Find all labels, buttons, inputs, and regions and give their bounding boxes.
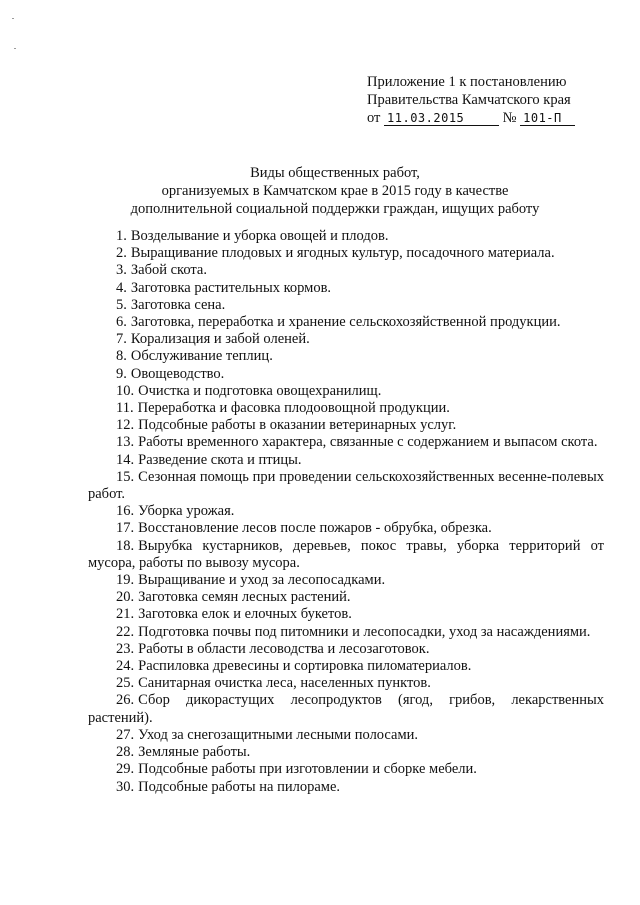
list-item-text: Земляные работы.: [138, 744, 251, 761]
list-item: [88, 331, 604, 348]
list-item-text: Уход за снегозащитными лесными полосами.: [138, 726, 419, 743]
list-item: [88, 624, 604, 641]
number-label: №: [502, 110, 517, 126]
title-line-2: организуемых в Камчатском крае в 2015 году в качестве: [161, 183, 509, 199]
list-item-text: Очистка и подготовка овощехранилищ.: [138, 382, 382, 399]
list-item: [88, 589, 604, 606]
list-item-text: Подсобные работы на пилораме.: [138, 778, 341, 795]
list-item: [88, 538, 604, 572]
list-item-text: Заготовка семян лесных растений.: [138, 589, 351, 606]
list-item-number: 14.: [116, 451, 135, 468]
list-item-number: 1.: [116, 228, 127, 244]
list-item-text: Сбор дикорастущих лесопродуктов (ягод, грибов, лекарственных растений).: [88, 692, 604, 726]
list-item-text: Корализация и забой оленей.: [130, 331, 310, 348]
approval-block: [367, 73, 575, 127]
list-item-text: Выращивание и уход за лесопосадками.: [138, 572, 386, 589]
list-item: [88, 262, 604, 279]
list-item: [88, 297, 604, 314]
list-item-text: Заготовка сена.: [130, 296, 226, 313]
list-item-number: 24.: [116, 658, 135, 675]
list-item: [88, 280, 604, 297]
list-item-text: Обслуживание теплиц.: [130, 348, 273, 365]
list-item-text: Работы в области лесоводства и лесозаготовок.: [138, 640, 430, 657]
list-item-text: Подсобные работы в оказании ветеринарных услуг.: [138, 417, 457, 434]
list-item-number: 25.: [116, 675, 135, 692]
approval-line-3: [367, 109, 575, 127]
approval-line-2: Правительства Камчатского края: [367, 92, 571, 108]
list-item: [88, 658, 604, 675]
approval-date: 11.03.2015: [384, 111, 499, 126]
list-item: [88, 348, 604, 365]
list-item-number: 16.: [116, 503, 135, 520]
scan-mark: [12, 18, 14, 19]
list-item-number: 27.: [116, 726, 135, 743]
list-item-number: 20.: [116, 589, 135, 606]
list-item-text: Разведение скота и птицы.: [138, 451, 302, 468]
list-item-number: 10.: [116, 382, 135, 399]
list-item: [88, 572, 604, 589]
list-item-number: 26.: [116, 692, 135, 709]
list-item-number: 21.: [116, 606, 135, 623]
list-item-text: Заготовка растительных кормов.: [130, 279, 332, 296]
list-item-number: 19.: [116, 572, 135, 589]
list-item-text: Распиловка древесины и сортировка пиломатериалов.: [138, 658, 472, 675]
from-label: от: [367, 110, 381, 126]
list-item-text: Подготовка почвы под питомники и лесопосадки, уход за насаждениями.: [138, 623, 591, 640]
title-line-3: дополнительной социальной поддержки граждан, ищущих работу: [130, 201, 540, 217]
list-item-text: Восстановление лесов после пожаров - обрубка, обрезка.: [138, 520, 492, 537]
list-item-number: 2.: [116, 245, 127, 262]
list-item-number: 12.: [116, 417, 135, 434]
list-item: [88, 520, 604, 537]
list-item: [88, 675, 604, 692]
list-item-text: Заготовка, переработка и хранение сельскохозяйственной продукции.: [130, 314, 561, 331]
list-item-number: 15.: [116, 468, 135, 485]
list-item: [88, 606, 604, 623]
list-item-number: 30.: [116, 778, 135, 795]
list-item: [88, 400, 604, 417]
list-item-text: Возделывание и уборка овощей и плодов.: [130, 228, 389, 244]
list-item-number: 8.: [116, 348, 127, 365]
list-item-number: 7.: [116, 331, 127, 348]
list-item: [88, 744, 604, 761]
list-item: [88, 314, 604, 331]
list-item-text: Заготовка елок и елочных букетов.: [138, 606, 352, 623]
approval-number: 101-П: [520, 111, 575, 126]
list-item-number: 17.: [116, 520, 135, 537]
list-item-number: 22.: [116, 623, 135, 640]
list-item-text: Санитарная очистка леса, населенных пунктов.: [138, 675, 431, 692]
list-item-number: 28.: [116, 744, 135, 761]
scan-mark: [14, 48, 16, 49]
list-item-number: 5.: [116, 296, 127, 313]
list-item: [88, 383, 604, 400]
list-item-text: Выращивание плодовых и ягодных культур, посадочного материала.: [130, 245, 555, 262]
list-item-text: Подсобные работы при изготовлении и сборке мебели.: [138, 761, 477, 778]
list-item-text: Вырубка кустарников, деревьев, покос травы, уборка территорий от мусора, работы по вывозу мусора.: [88, 537, 604, 571]
list-item: [88, 469, 604, 503]
list-item: [88, 692, 604, 726]
list-item-number: 6.: [116, 314, 127, 331]
list-item-number: 3.: [116, 262, 127, 279]
list-item-number: 9.: [116, 365, 127, 382]
list-item: [88, 761, 604, 778]
document-title: [100, 164, 570, 218]
list-item-text: Работы временного характера, связанные с содержанием и выпасом скота.: [138, 434, 598, 451]
list-item: [88, 779, 604, 796]
list-item: [88, 641, 604, 658]
list-item-text: Забой скота.: [130, 262, 207, 279]
approval-line-1: Приложение 1 к постановлению: [367, 74, 567, 90]
list-item: [88, 366, 604, 383]
list-item: [88, 434, 604, 451]
list-item: [88, 417, 604, 434]
list-item: [88, 245, 604, 262]
list-item: [88, 727, 604, 744]
list-item-text: Переработка и фасовка плодоовощной продукции.: [137, 400, 450, 417]
list-item: [88, 228, 604, 245]
title-line-1: Виды общественных работ,: [250, 165, 420, 181]
list-item-text: Овощеводство.: [130, 365, 225, 382]
list-item-number: 29.: [116, 761, 135, 778]
list-item-number: 4.: [116, 279, 127, 296]
works-list: [88, 228, 604, 796]
list-item-number: 13.: [116, 434, 135, 451]
list-item-number: 18.: [116, 537, 135, 554]
list-item-text: Сезонная помощь при проведении сельскохозяйственных весенне-полевых работ.: [88, 468, 604, 503]
list-item-number: 11.: [116, 400, 134, 417]
list-item: [88, 503, 604, 520]
list-item-text: Уборка урожая.: [138, 503, 235, 520]
list-item: [88, 452, 604, 469]
list-item-number: 23.: [116, 640, 135, 657]
